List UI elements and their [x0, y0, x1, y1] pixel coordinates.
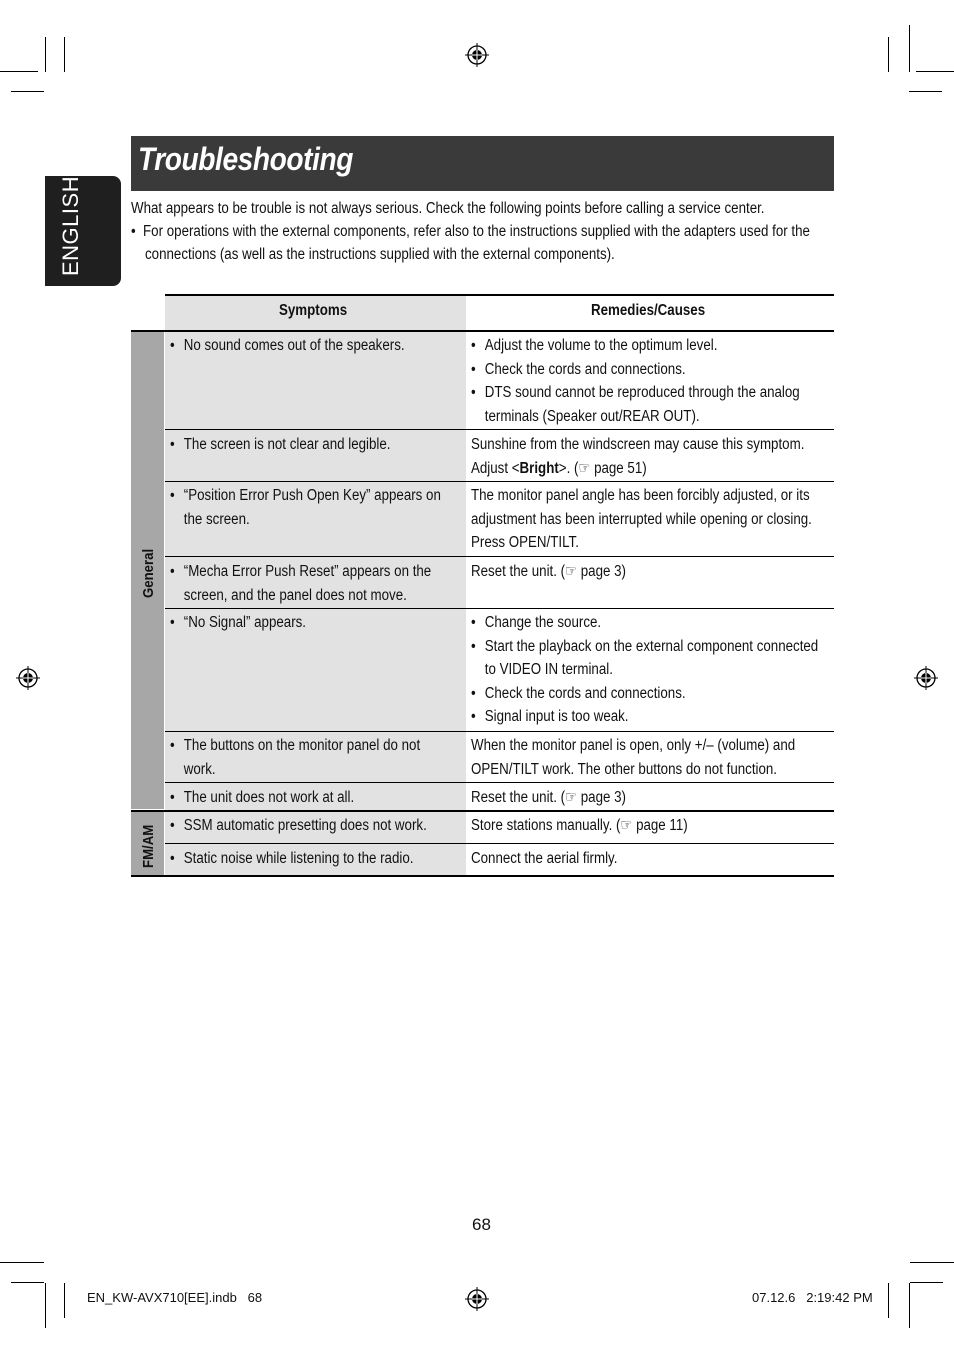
crop-mark	[910, 1262, 954, 1263]
crop-mark	[909, 25, 910, 72]
symptom-text: “Position Error Push Open Key” appears on	[183, 487, 441, 504]
symptom-line	[170, 484, 441, 508]
registration-mark-icon	[914, 666, 938, 690]
symptom-text: No sound comes out of the speakers.	[183, 337, 405, 354]
remedy-text: Adjust the volume to the optimum level.	[484, 337, 718, 354]
registration-mark-icon	[16, 666, 40, 690]
remedy-text: Reset the unit. (☞ page 3)	[471, 563, 626, 580]
remedy-text: Adjust <	[471, 459, 520, 477]
registration-mark-icon	[465, 1287, 489, 1311]
symptom-text: “Mecha Error Push Reset” appears on the	[183, 563, 432, 580]
remedy-text: Store stations manually. (☞ page 11)	[471, 817, 688, 834]
symptom-cell	[170, 560, 431, 607]
remedy-line	[471, 334, 800, 358]
crop-mark	[0, 1262, 44, 1263]
symptom-text: SSM automatic presetting does not work.	[183, 817, 427, 834]
bullet-glyph: •	[471, 684, 476, 702]
remedy-cell	[471, 847, 617, 871]
row-rule	[165, 556, 834, 557]
crop-mark	[64, 1283, 65, 1318]
bullet-glyph: •	[170, 817, 175, 834]
symptom-cell	[170, 484, 441, 531]
bullet-glyph: •	[170, 563, 175, 580]
symptom-text: screen, and the panel does not move.	[183, 586, 407, 604]
remedy-line	[471, 381, 800, 405]
footer-timestamp: 07.12.6 2:19:42 PM	[752, 1290, 873, 1305]
intro-bullet-line: For operations with the external components, refer also to the instructions supplied with the adapters used for the	[143, 223, 810, 240]
bullet-glyph: •	[170, 436, 175, 453]
language-tab-label: ENGLISH	[58, 175, 83, 276]
crop-mark	[45, 1283, 46, 1328]
bullet-glyph: •	[170, 614, 175, 631]
row-rule	[165, 608, 834, 609]
bullet-glyph: •	[170, 789, 175, 806]
bullet-glyph: •	[170, 337, 175, 354]
remedy-text: Signal input is too weak.	[484, 708, 629, 725]
remedy-text: >. (☞ page 51)	[558, 459, 647, 477]
page-title: Troubleshooting	[138, 141, 354, 177]
symptom-text: The unit does not work at all.	[183, 789, 355, 806]
setting-name: Bright	[519, 459, 559, 477]
row-rule	[165, 782, 834, 783]
remedy-cell	[471, 734, 795, 781]
bullet-glyph: •	[471, 360, 476, 378]
symptom-line	[170, 734, 420, 758]
crop-mark	[916, 71, 954, 72]
category-label-general: General	[140, 548, 157, 598]
remedy-text: to VIDEO IN terminal.	[484, 661, 613, 678]
troubleshooting-table	[131, 294, 834, 877]
symptom-text: The screen is not clear and legible.	[183, 436, 391, 453]
remedy-text: terminals (Speaker out/REAR OUT).	[484, 407, 700, 425]
symptom-text: Static noise while listening to the radio.	[183, 850, 414, 867]
symptom-cell	[170, 734, 420, 781]
remedy-line	[471, 358, 800, 382]
bullet-glyph: •	[471, 708, 476, 725]
intro-bullet	[131, 220, 810, 243]
remedy-text: adjustment has been interrupted while opening or closing.	[471, 510, 812, 528]
remedy-text: The monitor panel angle has been forcibly adjusted, or its	[471, 487, 810, 504]
remedy-text: Change the source.	[484, 614, 602, 631]
crop-mark	[45, 37, 46, 72]
symptom-text: The buttons on the monitor panel do not	[183, 737, 421, 754]
crop-mark	[0, 71, 38, 72]
symptom-cell	[170, 814, 427, 838]
remedy-cell	[471, 484, 812, 555]
crop-mark	[888, 37, 889, 72]
bullet-glyph: •	[170, 737, 175, 754]
remedy-cell	[471, 334, 800, 428]
crop-mark	[64, 37, 65, 72]
bullet-glyph: •	[471, 614, 476, 631]
symptom-text: the screen.	[183, 510, 250, 528]
remedy-text: Reset the unit. (☞ page 3)	[471, 789, 626, 806]
remedy-text: Check the cords and connections.	[484, 684, 686, 702]
remedy-line	[471, 682, 818, 706]
remedy-text: Check the cords and connections.	[484, 360, 686, 378]
remedy-text: Sunshine from the windscreen may cause this symptom.	[471, 436, 805, 453]
intro-bullet-continuation: connections (as well as the instructions supplied with the external components).	[145, 246, 615, 263]
footer-file-info: EN_KW-AVX710[EE].indb 68	[87, 1290, 263, 1305]
header-remedies: Remedies/Causes	[591, 302, 706, 319]
table-bottom-rule	[131, 875, 834, 877]
remedy-cell	[471, 814, 688, 838]
crop-mark	[909, 1283, 910, 1328]
row-rule	[165, 843, 834, 844]
symptom-cell	[170, 847, 413, 871]
crop-mark	[909, 91, 942, 92]
table-top-rule	[165, 294, 834, 296]
remedy-line	[471, 457, 804, 481]
row-rule	[165, 481, 834, 482]
remedy-text: DTS sound cannot be reproduced through the analog	[484, 384, 800, 401]
symptom-cell	[170, 334, 405, 358]
bullet-glyph: •	[471, 337, 476, 354]
remedy-cell	[471, 560, 626, 584]
remedy-text: Connect the aerial firmly.	[471, 850, 618, 867]
bullet-glyph: •	[131, 223, 136, 240]
header-symptoms: Symptoms	[279, 302, 348, 319]
remedy-line	[471, 611, 818, 635]
row-rule	[165, 731, 834, 732]
symptom-cell	[170, 611, 306, 635]
bullet-glyph: •	[471, 384, 476, 401]
remedy-text: Start the playback on the external component connected	[484, 637, 819, 655]
crop-mark	[11, 1282, 44, 1283]
page-number: 68	[472, 1215, 491, 1234]
registration-mark-icon	[465, 43, 489, 67]
remedy-line	[471, 635, 818, 659]
remedy-text: OPEN/TILT work. The other buttons do not function.	[471, 760, 778, 778]
remedy-cell	[471, 433, 804, 480]
section-rule	[131, 810, 834, 812]
symptom-line	[170, 560, 431, 584]
bullet-glyph: •	[170, 487, 175, 504]
remedy-cell	[471, 786, 626, 810]
crop-mark	[910, 1282, 943, 1283]
remedy-text: When the monitor panel is open, only +/– (volume) and	[471, 737, 796, 754]
crop-mark	[11, 91, 44, 92]
intro-text: What appears to be trouble is not always serious. Check the following points before calling a service center.	[131, 200, 765, 217]
remedy-line	[471, 705, 818, 729]
bullet-glyph: •	[471, 637, 476, 655]
header-rule	[131, 330, 834, 332]
symptom-text: work.	[183, 760, 216, 778]
category-label-fmam: FM/AM	[140, 824, 157, 868]
crop-mark	[888, 1283, 889, 1318]
row-rule	[165, 429, 834, 430]
symptom-cell	[170, 433, 390, 457]
remedy-cell	[471, 611, 818, 729]
symptom-text: “No Signal” appears.	[183, 614, 307, 631]
bullet-glyph: •	[170, 850, 175, 867]
remedy-text: Press OPEN/TILT.	[471, 534, 579, 551]
symptom-cell	[170, 786, 354, 810]
